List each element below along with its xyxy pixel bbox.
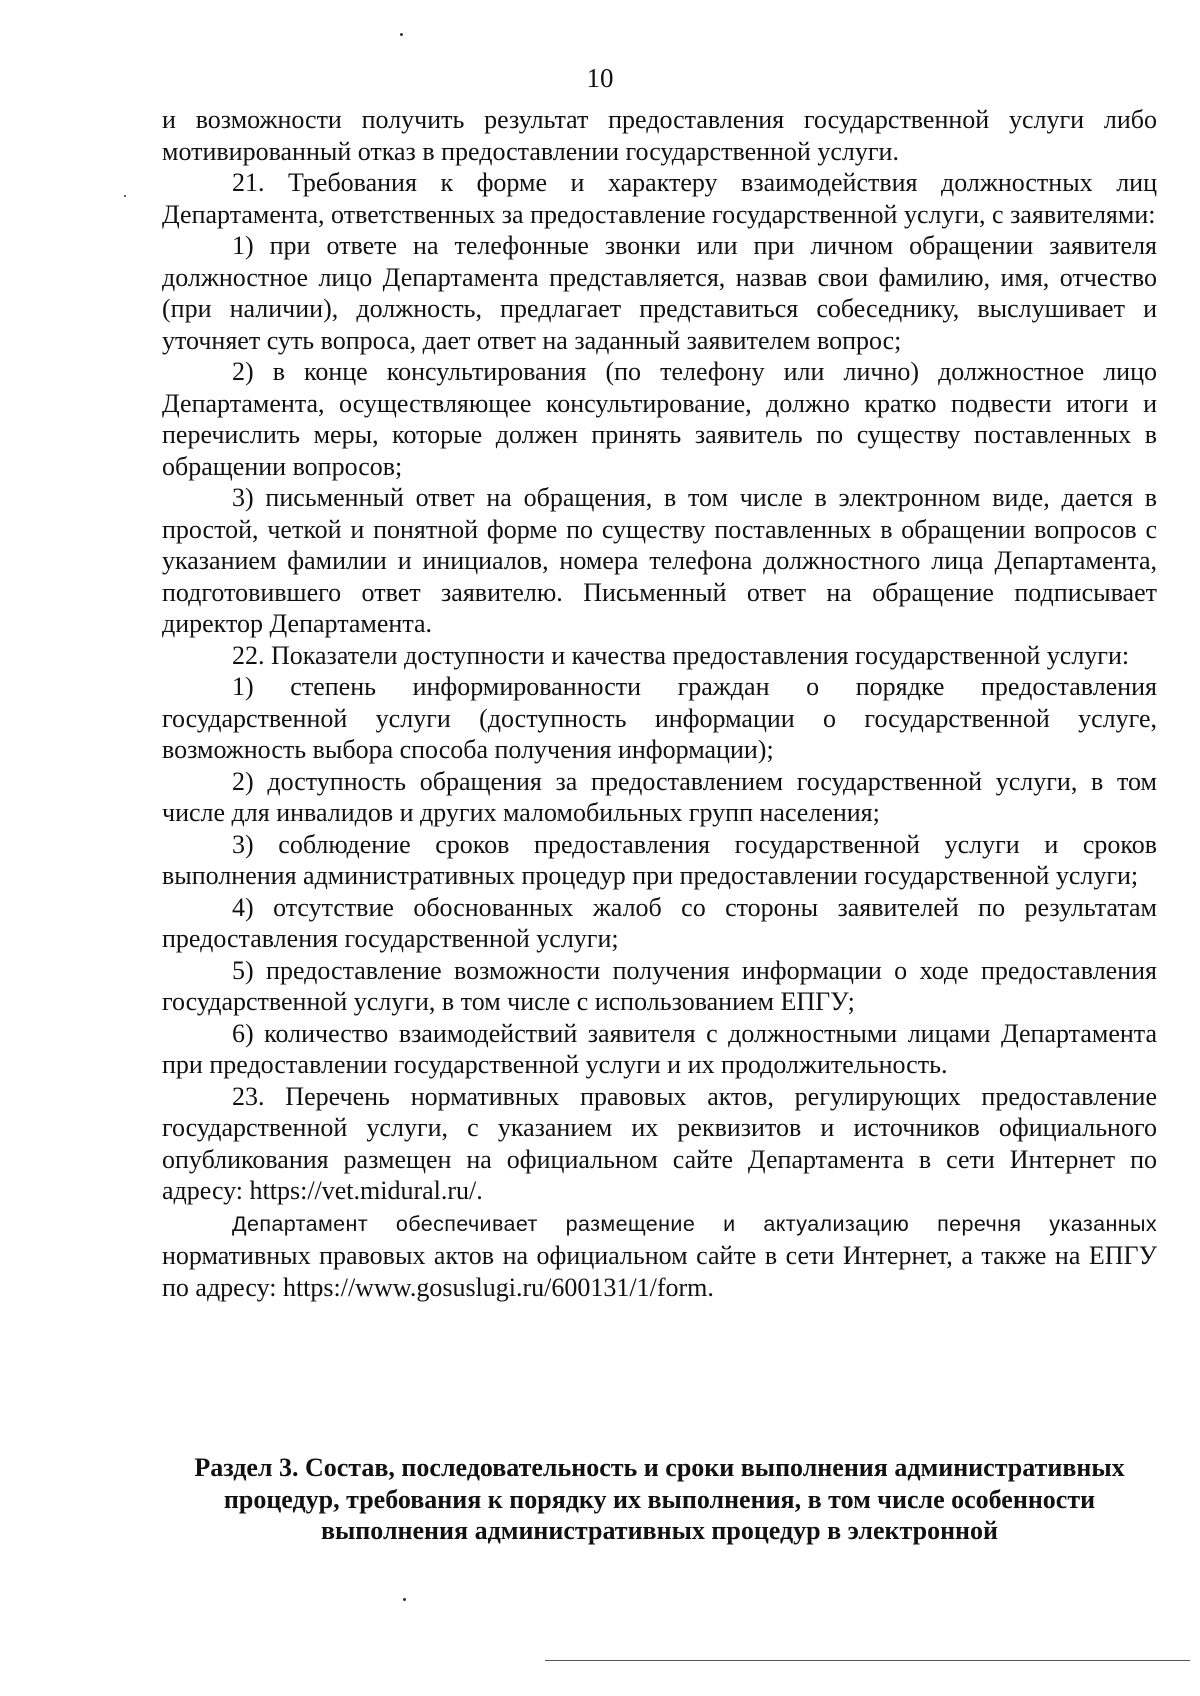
- scan-speck: [400, 33, 403, 36]
- paragraph-22: 22. Показатели доступности и качества предоставления государственной услуги:: [232, 640, 1130, 670]
- paragraph-22-item-4: 4) отсутствие обоснованных жалоб со стороны заявителей по результатам предоставления государственной услуги;: [162, 892, 1157, 953]
- paragraph-22-item-3: 3) соблюдение сроков предоставления государственной услуги и сроков выполнения административных процедур при предоставлении государственной услуги;: [162, 829, 1157, 890]
- scan-speck: [124, 195, 126, 197]
- paragraph-23-addendum: [162, 1207, 1157, 1304]
- section-heading: Раздел 3. Состав, последовательность и сроки выполнения административных процедур, требования к порядку их выполнения, в том числе особенности выполнения административных процедур в электронной: [194, 1453, 1125, 1545]
- paragraph-21-item-3: 3) письменный ответ на обращения, в том числе в электронном виде, дается в простой, четкой и понятной форме по существу поставленных в обращении вопросов с указанием фамилии и инициалов, номера телефона должностного лица Департамента, подготовившего ответ заявителю. Письменный ответ на обращение подписывает директор Департамента.: [162, 483, 1157, 638]
- page-number: 10: [586, 63, 614, 93]
- addendum-first-line: Департамент обеспечивает размещение и актуализацию перечня указанных: [232, 1211, 1157, 1236]
- scan-speck: [403, 1598, 406, 1601]
- paragraph-21-item-1: 1) при ответе на телефонные звонки или при личном обращении заявителя должностное лицо Департамента представляется, назвав свои фамилию, имя, отчество (при наличии), должность, предлагает представиться собеседнику, выслушивает и уточняет суть вопроса, дает ответ на заданный заявителем вопрос;: [162, 231, 1157, 355]
- paragraph-23: 23. Перечень нормативных правовых актов, регулирующих предоставление государственной услуги, с указанием их реквизитов и источников официального опубликования размещен на официальном сайте Департамента в сети Интернет по адресу: https://vet.midural.ru/.: [162, 1081, 1157, 1205]
- paragraph-22-item-2: 2) доступность обращения за предоставлением государственной услуги, в том числе для инвалидов и других маломобильных групп населения;: [162, 766, 1157, 827]
- paragraph-22-item-5: 5) предоставление возможности получения информации о ходе предоставления государственной услуги, в том числе с использованием ЕПГУ;: [162, 955, 1157, 1016]
- paragraph-22-item-6: 6) количество взаимодействий заявителя с должностными лицами Департамента при предоставлении государственной услуги и их продолжительность.: [162, 1018, 1157, 1079]
- paragraph-22-item-1: 1) степень информированности граждан о порядке предоставления государственной услуги (доступность информации о государственной услуге, возможность выбора способа получения информации);: [162, 672, 1157, 764]
- bottom-rule: [545, 1660, 1190, 1661]
- paragraph-21-item-2: 2) в конце консультирования (по телефону или лично) должностное лицо Департамента, осуществляющее консультирование, должно кратко подвести итоги и перечислить меры, которые должен принять заявитель по существу поставленных в обращении вопросов;: [162, 357, 1157, 481]
- addendum-rest: нормативных правовых актов на официальном сайте в сети Интернет, а также на ЕПГУ по адресу: https://www.gosuslugi.ru/600131/1/form.: [162, 1241, 1157, 1302]
- paragraph-continuation: и возможности получить результат предоставления государственной услуги либо мотивированный отказ в предоставлении государственной услуги.: [162, 105, 1157, 166]
- paragraph-21: 21. Требования к форме и характеру взаимодействия должностных лиц Департамента, ответственных за предоставление государственной услуги, с заявителями:: [162, 168, 1157, 229]
- document-body: [162, 104, 1157, 1303]
